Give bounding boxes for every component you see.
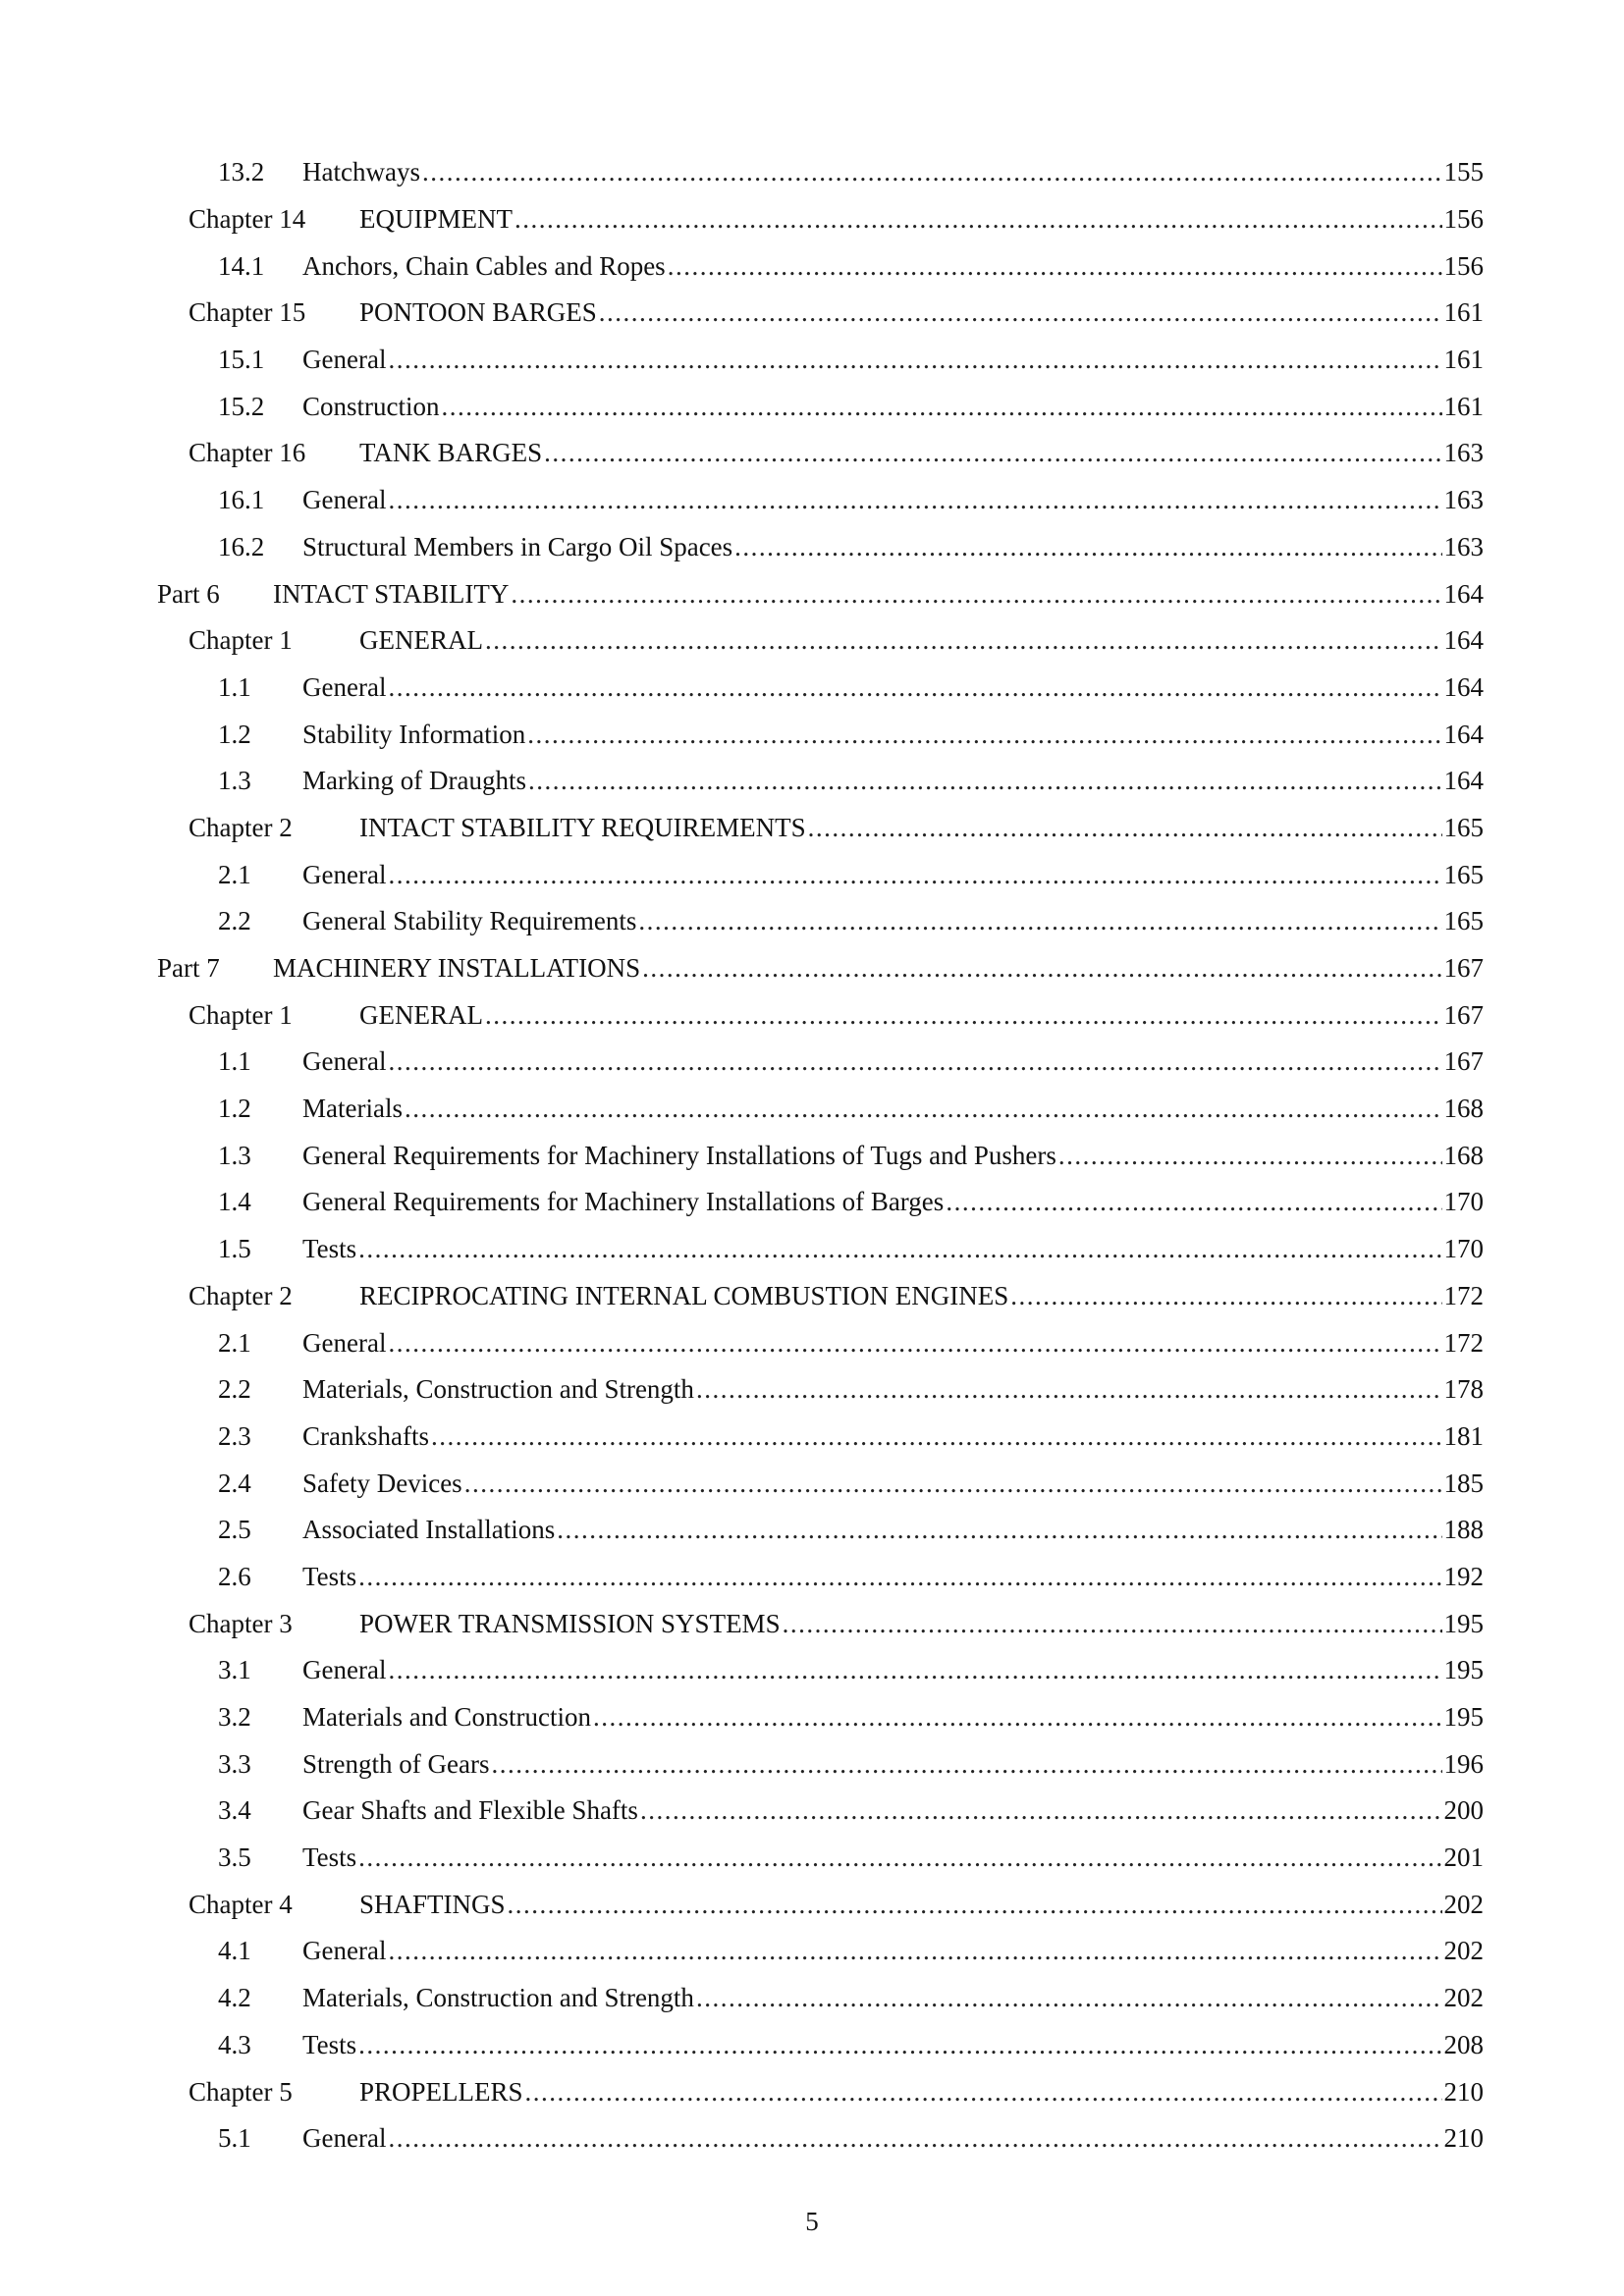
- toc-entry-title: GENERAL: [359, 999, 483, 1030]
- toc-entry-section[interactable]: [0, 1414, 1624, 1461]
- toc-entry-number: Chapter 14: [189, 204, 306, 235]
- toc-entry-title: General: [302, 1327, 387, 1358]
- toc-entry-title: Gear Shafts and Flexible Shafts: [302, 1795, 638, 1826]
- dot-leader: [485, 1002, 1442, 1029]
- dot-leader: [388, 1048, 1441, 1075]
- toc-entry-number: 3.2: [218, 1702, 251, 1733]
- toc-entry-page: 165: [1443, 812, 1484, 842]
- toc-entry-chapter[interactable]: [0, 2068, 1624, 2115]
- toc-entry-section[interactable]: [0, 524, 1624, 571]
- toc-entry-number: 3.3: [218, 1748, 251, 1779]
- toc-entry-title: Stability Information: [302, 719, 526, 749]
- toc-entry-line: [302, 721, 1484, 748]
- toc-entry-line: [359, 627, 1484, 654]
- toc-entry-title: General: [302, 345, 387, 375]
- toc-entry-number: 2.3: [218, 1420, 251, 1451]
- toc-entry-line: [302, 1140, 1484, 1170]
- toc-entry-title: GENERAL: [359, 625, 483, 656]
- toc-entry-page: 202: [1443, 1889, 1484, 1919]
- dot-leader: [388, 347, 1441, 373]
- toc-entry-chapter[interactable]: [0, 991, 1624, 1039]
- toc-entry-number: 1.2: [218, 1094, 251, 1124]
- toc-entry-line: [302, 1420, 1484, 1451]
- toc-entry-line: [302, 1048, 1484, 1075]
- toc-entry-line: [302, 1748, 1484, 1779]
- toc-entry-section[interactable]: [0, 1788, 1624, 1835]
- toc-entry-line: [302, 1517, 1484, 1543]
- toc-entry-section[interactable]: [0, 1226, 1624, 1273]
- toc-entry-number: Chapter 2: [189, 1280, 293, 1310]
- dot-leader: [388, 1330, 1441, 1357]
- toc-entry-number: Chapter 16: [189, 438, 306, 468]
- toc-entry-line: [302, 859, 1484, 889]
- toc-entry-title: Tests: [302, 2029, 357, 2059]
- toc-entry-number: 1.3: [218, 1140, 251, 1170]
- toc-entry-page: 200: [1443, 1795, 1484, 1826]
- toc-entry-section[interactable]: [0, 898, 1624, 945]
- toc-entry-page: 165: [1443, 906, 1484, 936]
- toc-entry-title: General: [302, 1655, 387, 1685]
- toc-entry-title: Materials and Construction: [302, 1702, 591, 1733]
- dot-leader: [358, 2032, 1441, 2058]
- dot-leader: [358, 1844, 1441, 1871]
- toc-entry-section[interactable]: [0, 242, 1624, 290]
- toc-entry-number: 13.2: [218, 157, 265, 187]
- toc-entry-title: General: [302, 671, 387, 702]
- dot-leader: [783, 1611, 1442, 1637]
- toc-entry-section[interactable]: [0, 477, 1624, 524]
- toc-entry-title: EQUIPMENT: [359, 204, 513, 235]
- toc-entry-section[interactable]: [0, 1460, 1624, 1507]
- toc-entry-page: 156: [1443, 204, 1484, 235]
- toc-entry-part[interactable]: [0, 570, 1624, 617]
- dot-leader: [640, 1797, 1442, 1824]
- toc-entry-chapter[interactable]: [0, 290, 1624, 337]
- toc-entry-number: 4.1: [218, 1936, 251, 1966]
- dot-leader: [491, 1751, 1441, 1778]
- toc-entry-number: 1.1: [218, 1046, 251, 1077]
- toc-entry-page: 210: [1443, 2076, 1484, 2107]
- toc-entry-number: 2.1: [218, 1327, 251, 1358]
- dot-leader: [527, 721, 1441, 748]
- toc-entry-line: [302, 671, 1484, 702]
- toc-entry-title: Materials, Construction and Strength: [302, 1374, 694, 1405]
- toc-entry-section[interactable]: [0, 2115, 1624, 2163]
- toc-entry-chapter[interactable]: [0, 1881, 1624, 1928]
- toc-entry-page: 155: [1443, 157, 1484, 187]
- toc-entry-number: 2.2: [218, 906, 251, 936]
- toc-entry-section[interactable]: [0, 1647, 1624, 1694]
- toc-entry-title: Construction: [302, 391, 440, 421]
- dot-leader: [358, 1564, 1441, 1590]
- toc-entry-line: [302, 159, 1484, 186]
- toc-entry-section[interactable]: [0, 1319, 1624, 1366]
- toc-entry-section[interactable]: [0, 2022, 1624, 2069]
- toc-entry-page: 167: [1443, 953, 1484, 984]
- toc-entry-page: 195: [1443, 1702, 1484, 1733]
- toc-entry-page: 185: [1443, 1468, 1484, 1498]
- toc-entry-page: 172: [1443, 1327, 1484, 1358]
- toc-entry-number: 2.6: [218, 1561, 251, 1591]
- toc-entry-chapter[interactable]: [0, 1600, 1624, 1647]
- toc-entry-section[interactable]: [0, 1740, 1624, 1788]
- dot-leader: [642, 955, 1441, 982]
- toc-entry-line: [302, 1327, 1484, 1358]
- toc-entry-number: Chapter 5: [189, 2076, 293, 2107]
- toc-entry-number: 2.5: [218, 1515, 251, 1545]
- toc-entry-title: Materials, Construction and Strength: [302, 1983, 694, 2013]
- toc-entry-page: 201: [1443, 1842, 1484, 1873]
- toc-entry-section[interactable]: [0, 1086, 1624, 1133]
- toc-entry-section[interactable]: [0, 711, 1624, 758]
- toc-entry-page: 188: [1443, 1515, 1484, 1545]
- toc-entry-page: 192: [1443, 1561, 1484, 1591]
- toc-entry-title: INTACT STABILITY: [273, 578, 510, 609]
- toc-entry-section[interactable]: [0, 1694, 1624, 1741]
- toc-entry-chapter[interactable]: [0, 1273, 1624, 1320]
- dot-leader: [405, 1095, 1442, 1122]
- toc-entry-number: Chapter 1: [189, 625, 293, 656]
- toc-entry-line: [302, 1470, 1484, 1497]
- toc-entry-line: [359, 299, 1484, 326]
- toc-entry-number: 3.4: [218, 1795, 251, 1826]
- toc-entry-page: 163: [1443, 438, 1484, 468]
- toc-entry-page: 208: [1443, 2029, 1484, 2059]
- toc-entry-page: 168: [1443, 1140, 1484, 1170]
- toc-entry-section[interactable]: [0, 1928, 1624, 1975]
- dot-leader: [388, 862, 1441, 888]
- toc-entry-chapter[interactable]: [0, 430, 1624, 477]
- dot-leader: [734, 534, 1441, 561]
- dot-leader: [668, 253, 1442, 280]
- toc-entry-page: 156: [1443, 250, 1484, 281]
- dot-leader: [514, 206, 1442, 233]
- toc-entry-section[interactable]: [0, 1132, 1624, 1179]
- toc-entry-page: 165: [1443, 859, 1484, 889]
- toc-entry-title: MACHINERY INSTALLATIONS: [273, 953, 641, 984]
- toc-entry-number: 1.3: [218, 766, 251, 796]
- toc-entry-page: 168: [1443, 1094, 1484, 1124]
- toc-entry-title: Tests: [302, 1234, 357, 1264]
- toc-entry-line: [359, 1608, 1484, 1638]
- toc-entry-page: 172: [1443, 1280, 1484, 1310]
- table-of-contents: [0, 149, 1624, 2163]
- toc-entry-line: [302, 250, 1484, 281]
- dot-leader: [638, 908, 1441, 934]
- toc-entry-section[interactable]: [0, 1554, 1624, 1601]
- dot-leader: [388, 1657, 1441, 1683]
- toc-entry-number: 1.2: [218, 719, 251, 749]
- toc-entry-number: 14.1: [218, 250, 265, 281]
- toc-entry-number: 2.2: [218, 1374, 251, 1405]
- toc-entry-section[interactable]: [0, 1366, 1624, 1414]
- toc-entry-section[interactable]: [0, 1835, 1624, 1882]
- dot-leader: [946, 1189, 1441, 1215]
- toc-entry-page: 163: [1443, 485, 1484, 515]
- toc-entry-title: Associated Installations: [302, 1515, 556, 1545]
- dot-leader: [388, 674, 1441, 701]
- toc-entry-number: Chapter 3: [189, 1608, 293, 1638]
- toc-entry-line: [302, 1376, 1484, 1403]
- toc-entry-title: INTACT STABILITY REQUIREMENTS: [359, 812, 806, 842]
- toc-entry-number: 15.2: [218, 391, 265, 421]
- toc-entry-line: [359, 1280, 1484, 1310]
- toc-entry-page: 202: [1443, 1983, 1484, 2013]
- toc-entry-number: 3.5: [218, 1842, 251, 1873]
- toc-entry-title: General: [302, 485, 387, 515]
- toc-entry-number: 3.1: [218, 1655, 251, 1685]
- toc-entry-section[interactable]: [0, 1039, 1624, 1086]
- toc-entry-line: [302, 1095, 1484, 1122]
- toc-entry-page: 161: [1443, 345, 1484, 375]
- toc-entry-number: Part 7: [157, 953, 220, 984]
- toc-entry-line: [302, 487, 1484, 513]
- toc-entry-chapter[interactable]: [0, 196, 1624, 243]
- toc-entry-page: 167: [1443, 1046, 1484, 1077]
- toc-entry-section[interactable]: [0, 383, 1624, 430]
- toc-entry-page: 196: [1443, 1748, 1484, 1779]
- dot-leader: [442, 394, 1442, 420]
- toc-entry-line: [359, 2076, 1484, 2107]
- toc-entry-number: Chapter 4: [189, 1889, 293, 1919]
- toc-entry-number: 2.1: [218, 859, 251, 889]
- toc-entry-section[interactable]: [0, 1975, 1624, 2022]
- toc-entry-title: TANK BARGES: [359, 438, 543, 468]
- toc-entry-number: Chapter 1: [189, 999, 293, 1030]
- page-number: 5: [805, 2207, 819, 2236]
- dot-leader: [1058, 1143, 1442, 1169]
- toc-entry-number: Chapter 2: [189, 812, 293, 842]
- toc-entry-line: [273, 955, 1484, 982]
- toc-entry-page: 181: [1443, 1420, 1484, 1451]
- toc-entry-page: 161: [1443, 297, 1484, 328]
- toc-entry-number: 1.4: [218, 1187, 251, 1217]
- toc-entry-title: POWER TRANSMISSION SYSTEMS: [359, 1608, 781, 1638]
- dot-leader: [1010, 1283, 1441, 1309]
- toc-entry-line: [273, 578, 1484, 609]
- toc-entry-line: [302, 768, 1484, 794]
- toc-entry-number: 5.1: [218, 2123, 251, 2154]
- toc-entry-line: [302, 347, 1484, 373]
- toc-entry-title: Hatchways: [302, 157, 420, 187]
- toc-entry-page: 164: [1443, 766, 1484, 796]
- toc-entry-line: [359, 999, 1484, 1030]
- dot-leader: [508, 1892, 1442, 1918]
- toc-entry-title: General: [302, 859, 387, 889]
- toc-entry-title: PROPELLERS: [359, 2076, 523, 2107]
- toc-entry-section[interactable]: [0, 1179, 1624, 1226]
- toc-entry-title: SHAFTINGS: [359, 1889, 506, 1919]
- toc-entry-title: Crankshafts: [302, 1420, 429, 1451]
- toc-entry-title: General Stability Requirements: [302, 906, 637, 936]
- dot-leader: [422, 159, 1442, 186]
- toc-entry-number: Part 6: [157, 578, 220, 609]
- toc-entry-line: [302, 391, 1484, 421]
- dot-leader: [388, 487, 1441, 513]
- toc-entry-section[interactable]: [0, 337, 1624, 384]
- toc-entry-line: [302, 1236, 1484, 1262]
- dot-leader: [431, 1423, 1442, 1450]
- dot-leader: [388, 2125, 1441, 2152]
- toc-entry-line: [359, 1889, 1484, 1919]
- toc-entry-line: [359, 812, 1484, 842]
- toc-entry-page: 164: [1443, 578, 1484, 609]
- dot-leader: [599, 299, 1442, 326]
- toc-entry-title: Structural Members in Cargo Oil Spaces: [302, 531, 733, 561]
- dot-leader: [485, 627, 1442, 654]
- dot-leader: [528, 768, 1442, 794]
- toc-entry-page: 161: [1443, 391, 1484, 421]
- toc-entry-page: 164: [1443, 625, 1484, 656]
- toc-entry-section[interactable]: [0, 665, 1624, 712]
- toc-entry-title: General Requirements for Machinery Installations of Tugs and Pushers: [302, 1140, 1056, 1170]
- toc-entry-title: General: [302, 2123, 387, 2154]
- toc-entry-page: 167: [1443, 999, 1484, 1030]
- toc-entry-page: 202: [1443, 1936, 1484, 1966]
- dot-leader: [358, 1236, 1441, 1262]
- toc-entry-line: [302, 1657, 1484, 1683]
- toc-entry-number: 1.1: [218, 671, 251, 702]
- toc-entry-number: 16.2: [218, 531, 265, 561]
- toc-entry-line: [359, 440, 1484, 466]
- toc-entry-page: 164: [1443, 671, 1484, 702]
- toc-entry-line: [302, 1797, 1484, 1824]
- dot-leader: [544, 440, 1441, 466]
- toc-entry-number: Chapter 15: [189, 297, 306, 328]
- toc-entry-line: [302, 908, 1484, 934]
- toc-entry-page: 195: [1443, 1655, 1484, 1685]
- toc-entry-title: General: [302, 1936, 387, 1966]
- toc-entry-page: 163: [1443, 531, 1484, 561]
- toc-entry-line: [302, 1189, 1484, 1215]
- toc-entry-section[interactable]: [0, 1507, 1624, 1554]
- dot-leader: [808, 815, 1442, 841]
- toc-entry-number: 2.4: [218, 1468, 251, 1498]
- toc-entry-title: General: [302, 1046, 387, 1077]
- toc-entry-page: 210: [1443, 2123, 1484, 2154]
- toc-entry-number: 4.3: [218, 2029, 251, 2059]
- toc-entry-title: Strength of Gears: [302, 1748, 490, 1779]
- toc-entry-line: [302, 1844, 1484, 1871]
- dot-leader: [696, 1985, 1442, 2011]
- toc-entry-page: 170: [1443, 1187, 1484, 1217]
- toc-entry-page: 178: [1443, 1374, 1484, 1405]
- toc-entry-page: 164: [1443, 719, 1484, 749]
- toc-entry-chapter[interactable]: [0, 617, 1624, 665]
- dot-leader: [525, 2079, 1442, 2106]
- toc-entry-line: [302, 1985, 1484, 2011]
- toc-entry-title: General Requirements for Machinery Installations of Barges: [302, 1187, 945, 1217]
- toc-entry-number: 1.5: [218, 1234, 251, 1264]
- toc-entry-section[interactable]: [0, 149, 1624, 196]
- toc-entry-title: RECIPROCATING INTERNAL COMBUSTION ENGINES: [359, 1280, 1009, 1310]
- toc-entry-line: [302, 2125, 1484, 2152]
- dot-leader: [557, 1517, 1441, 1543]
- toc-entry-section[interactable]: [0, 851, 1624, 898]
- toc-entry-number: 15.1: [218, 345, 265, 375]
- toc-entry-number: 16.1: [218, 485, 265, 515]
- toc-entry-title: Anchors, Chain Cables and Ropes: [302, 250, 666, 281]
- toc-entry-title: Marking of Draughts: [302, 766, 526, 796]
- toc-entry-line: [302, 1704, 1484, 1731]
- toc-entry-line: [302, 1938, 1484, 1964]
- dot-leader: [388, 1938, 1441, 1964]
- dot-leader: [696, 1376, 1442, 1403]
- toc-entry-section[interactable]: [0, 758, 1624, 805]
- toc-entry-page: 170: [1443, 1234, 1484, 1264]
- toc-entry-number: 4.2: [218, 1983, 251, 2013]
- dot-leader: [593, 1704, 1442, 1731]
- toc-entry-title: Safety Devices: [302, 1468, 462, 1498]
- dot-leader: [464, 1470, 1442, 1497]
- toc-entry-part[interactable]: [0, 945, 1624, 992]
- toc-entry-title: Materials: [302, 1094, 403, 1124]
- toc-entry-title: Tests: [302, 1561, 357, 1591]
- toc-entry-line: [302, 531, 1484, 561]
- toc-entry-page: 195: [1443, 1608, 1484, 1638]
- toc-entry-title: PONTOON BARGES: [359, 297, 597, 328]
- dot-leader: [511, 581, 1441, 608]
- toc-entry-line: [359, 206, 1484, 233]
- toc-entry-line: [302, 1561, 1484, 1591]
- toc-entry-title: Tests: [302, 1842, 357, 1873]
- toc-entry-line: [302, 2029, 1484, 2059]
- toc-entry-chapter[interactable]: [0, 805, 1624, 852]
